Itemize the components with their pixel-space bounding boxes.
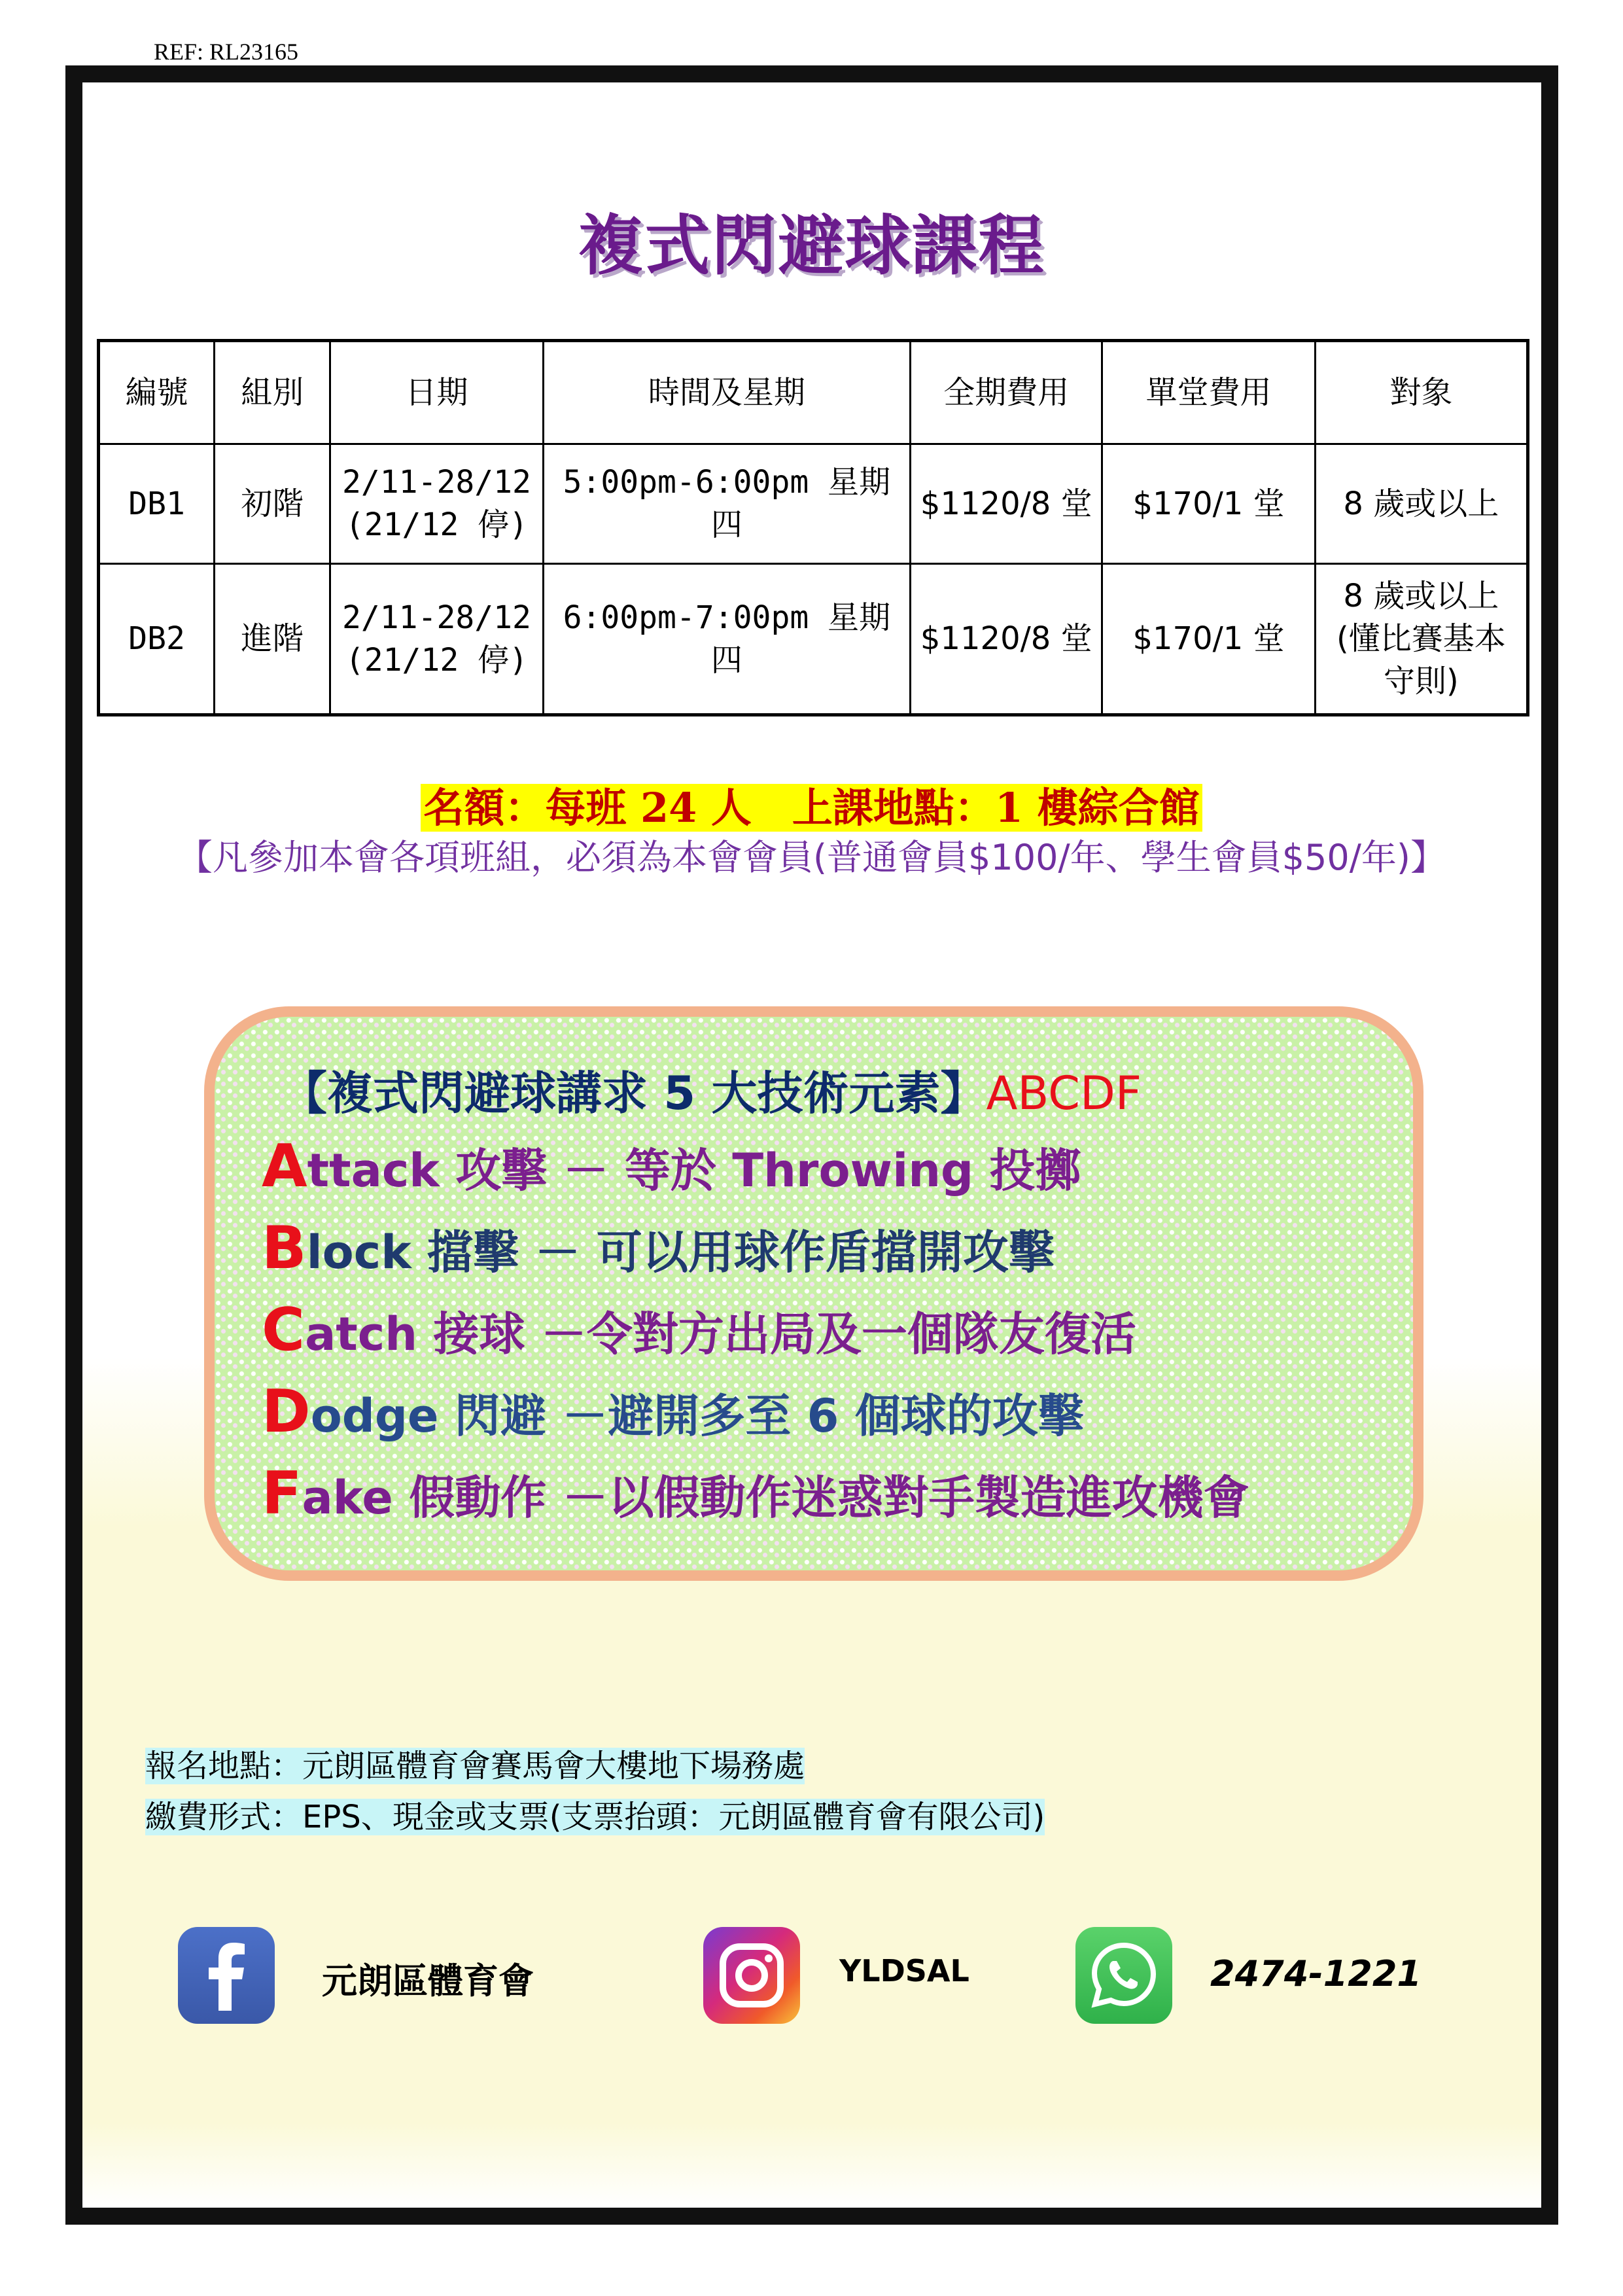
- reference-number: REF: RL23165: [154, 39, 299, 65]
- skill-item-attack: [262, 1132, 1081, 1201]
- skill-letter: A: [262, 1132, 307, 1201]
- skill-letter: C: [262, 1296, 305, 1364]
- skill-name: ake 假動作: [302, 1471, 547, 1525]
- skill-item-block: [262, 1214, 1055, 1282]
- instagram-glyph: [703, 1927, 800, 2024]
- header-date: 日期: [330, 341, 543, 444]
- payment-method: [145, 1792, 1045, 1837]
- table-header-row: [99, 341, 1528, 444]
- skill-letter: D: [262, 1377, 311, 1446]
- quota-banner: [0, 775, 1623, 834]
- cell-single-fee: $170/1 堂: [1102, 444, 1315, 564]
- cell-level: 初階: [215, 444, 330, 564]
- table-row: [99, 564, 1528, 715]
- target-line: 守則): [1383, 662, 1459, 699]
- cell-full-fee: $1120/8 堂: [911, 444, 1102, 564]
- header-level: 組別: [215, 341, 330, 444]
- cell-code: DB2: [99, 564, 215, 715]
- membership-note: 【凡參加本會各項班組，必須為本會會員(普通會員$100/年、學生會員$50/年)】: [177, 837, 1446, 878]
- course-table: [97, 339, 1529, 716]
- cell-code: DB1: [99, 444, 215, 564]
- registration-place-text: 報名地點：元朗區體育會賽馬會大樓地下場務處: [145, 1748, 805, 1784]
- payment-method-text: 繳費形式：EPS、現金或支票(支票抬頭：元朗區體育會有限公司): [145, 1799, 1045, 1835]
- skill-description: 令對方出局及一個隊友復活: [586, 1307, 1136, 1361]
- whatsapp-icon[interactable]: [1075, 1927, 1172, 2024]
- cell-time: 6:00pm-7:00pm 星期四: [543, 564, 911, 715]
- target-line: 8 歲或以上: [1343, 485, 1499, 522]
- page-title: 複式閃避球課程: [578, 207, 1045, 284]
- header-target: 對象: [1315, 341, 1527, 444]
- registration-place: [145, 1740, 805, 1786]
- skill-name: lock 擋擊: [306, 1226, 519, 1279]
- skills-heading: [281, 1057, 1142, 1123]
- skills-heading-letters: ABCDF: [986, 1067, 1142, 1120]
- skill-description: 等於 Throwing 投擲: [624, 1144, 1081, 1197]
- skill-name: ttack 攻擊: [307, 1144, 548, 1197]
- whatsapp-glyph: [1075, 1927, 1172, 2024]
- skill-name: odge 閃避: [310, 1389, 546, 1443]
- skill-name: atch 接球: [305, 1307, 525, 1361]
- facebook-label: 元朗區體育會: [322, 1960, 534, 2002]
- target-line: 8 歲或以上: [1343, 578, 1499, 615]
- skill-separator: －: [546, 1471, 608, 1525]
- skill-separator: －: [546, 1389, 608, 1443]
- header-single-fee: 單堂費用: [1102, 341, 1315, 444]
- skill-description: 避開多至 6 個球的攻擊: [608, 1389, 1084, 1443]
- quota-text: 名額：每班 24 人 上課地點：1 樓綜合館: [421, 784, 1202, 832]
- cell-target: [1315, 444, 1527, 564]
- skill-letter: B: [262, 1214, 307, 1282]
- instagram-icon[interactable]: [703, 1927, 800, 2024]
- header-time: 時間及星期: [543, 341, 911, 444]
- header-code: 編號: [99, 341, 215, 444]
- skill-letter: F: [262, 1459, 302, 1528]
- cell-date: [330, 564, 543, 715]
- facebook-glyph: [178, 1927, 275, 2024]
- skill-description: 以假動作迷惑對手製造進攻機會: [608, 1471, 1249, 1525]
- skills-heading-text: 【複式閃避球講求 5 大技術元素】: [281, 1067, 986, 1120]
- skill-item-fake: [262, 1459, 1249, 1528]
- skill-item-dodge: [262, 1377, 1084, 1446]
- header-full-fee: 全期費用: [911, 341, 1102, 444]
- date-note: (21/12 停): [345, 506, 529, 543]
- cell-target: [1315, 564, 1527, 715]
- skill-item-catch: [262, 1296, 1136, 1364]
- cell-full-fee: $1120/8 堂: [911, 564, 1102, 715]
- target-line: (懂比賽基本: [1336, 620, 1506, 658]
- skill-separator: －: [547, 1144, 625, 1197]
- skill-separator: －: [525, 1307, 587, 1361]
- cell-time: 5:00pm-6:00pm 星期四: [543, 444, 911, 564]
- cell-date: [330, 444, 543, 564]
- whatsapp-label: 2474-1221: [1210, 1953, 1422, 1994]
- date-range: 2/11-28/12: [341, 464, 531, 501]
- instagram-label: YLDSAL: [839, 1953, 969, 1988]
- date-note: (21/12 停): [345, 641, 529, 679]
- facebook-icon[interactable]: [178, 1927, 275, 2024]
- skill-separator: －: [519, 1226, 597, 1279]
- skill-description: 可以用球作盾擋開攻擊: [596, 1226, 1055, 1279]
- date-range: 2/11-28/12: [341, 599, 531, 636]
- cell-single-fee: $170/1 堂: [1102, 564, 1315, 715]
- table-row: [99, 444, 1528, 564]
- cell-level: 進階: [215, 564, 330, 715]
